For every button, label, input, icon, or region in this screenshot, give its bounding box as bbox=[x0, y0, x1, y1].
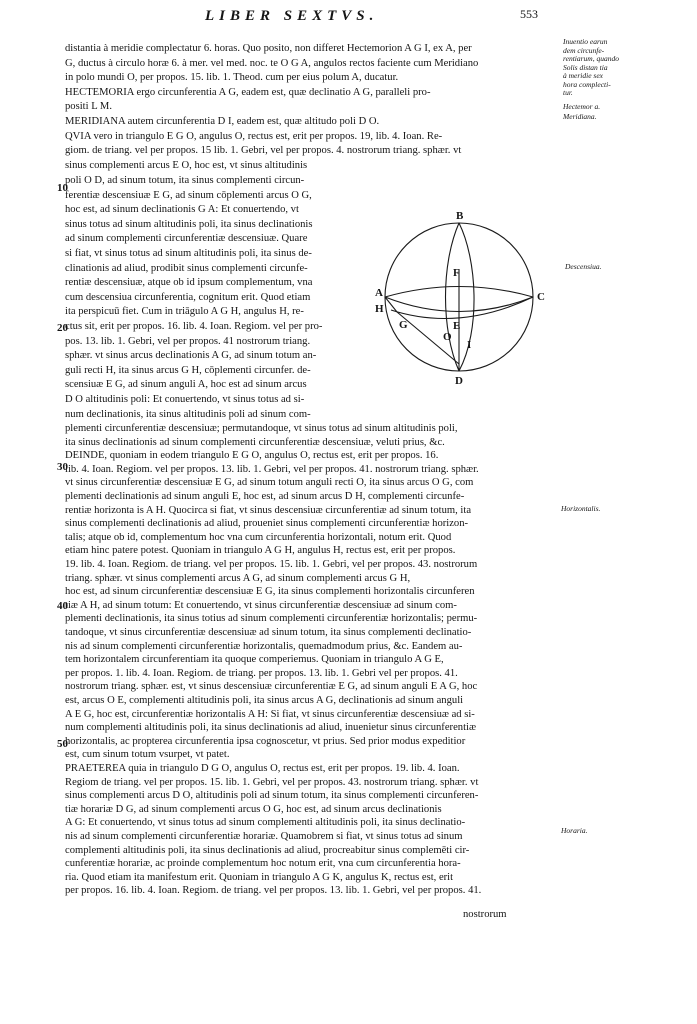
text-line: giom. de triang. vel per propos. 15 lib. 1. Gebri, vel per propos. 4. nostrorum triang. sphær. vt bbox=[65, 145, 462, 157]
margin-note-line: rentiarum, quando bbox=[563, 54, 619, 63]
margin-note-line: tur. bbox=[563, 88, 573, 97]
text-line: distantia à meridie complectatur 6. horas. Quo posito, non differet Hectemorion A G I, ex A, per bbox=[65, 43, 472, 54]
margin-note-line: hora complecti- bbox=[563, 79, 611, 89]
text-line: QVIA vero in triangulo E G O, angulus O, rectus est, erit per propos. 19, lib. 4. Ioan. Re- bbox=[65, 130, 443, 142]
label-a: A bbox=[375, 287, 383, 299]
text-line: rentiæ horizonta is A H. Quocirca si fiat, vt sinus descensiuæ circunferentiæ ad sinum totum, ita bbox=[65, 504, 472, 516]
text-line: complementi altitudinis poli, ita sinus declinationis ad aliud, procreabitur sinus complemēti cir- bbox=[65, 844, 470, 856]
text-line: vt sinus circunferentiæ descensiuæ E G, ad sinum totum anguli recti O, ita sinus arcus O G, com bbox=[65, 477, 474, 489]
text-line: nis ad sinum complementi circunferentiæ horizontalis, quemadmodum prius, &c. Eandem au- bbox=[65, 640, 463, 652]
text-line: si fiat, vt sinus totus ad sinum altitudinis poli, ita sinus de- bbox=[65, 248, 312, 259]
margin-note-line: à meridie sex bbox=[563, 71, 603, 80]
catchword: nostrorum bbox=[463, 909, 507, 920]
text-line: plementi declinationis ad sinum anguli E, hoc est, ad sinum arcus D H, complementi circunfe- bbox=[65, 491, 465, 502]
text-line: guli recti H, ita sinus arcus G H, cōplementi circunfer. de- bbox=[65, 364, 311, 376]
text-line: D O altitudinis poli: Et conuertendo, vt sinus totus ad si- bbox=[65, 394, 305, 405]
text-line: in polo mundi O, per propos. 15. lib. 1. Theod. cum per eius polum A, ducatur. bbox=[65, 72, 399, 84]
text-line: sinus totus ad sinum altitudinis poli, ita sinus declinationis bbox=[65, 218, 313, 230]
line-number-10: 10 bbox=[57, 182, 68, 194]
text-line: pos. 13. lib. 1. Gebri, vel per propos. 41 nostrorum triang. bbox=[65, 335, 311, 347]
text-line: nostrorum triang. sphær. est, vt sinus descensiuæ circunferentiæ E G, ad sinum anguli E A G, hoc bbox=[65, 681, 478, 693]
horizon-arc bbox=[391, 297, 533, 318]
margin-note-line: Solis distan tia bbox=[563, 62, 608, 72]
text-line: MERIDIANA autem circunferentia D I, eadem est, quæ altitudo poli D O. bbox=[65, 116, 380, 127]
label-b: B bbox=[456, 210, 464, 222]
text-line: ferentiæ descensiuæ E G, ad sinum cōplementi arcus O G, bbox=[65, 189, 312, 201]
text-line: hoc est, ad sinum circunferentiæ descensiuæ E G, ita sinus complementi horizontalis circunferen bbox=[65, 586, 475, 598]
text-line: positi L M. bbox=[65, 101, 112, 113]
margin-note-hectemoria: Hectemor a. bbox=[563, 102, 601, 111]
text-line: plementi circunferentiæ descensiuæ; permutandoque, vt sinus totus ad sinum altitudinis poli, bbox=[65, 423, 458, 434]
text-line: hoc est, ad sinum declinationis G A: Et conuertendo, vt bbox=[65, 204, 299, 216]
text-line: cunferentiæ horariæ, ac proinde complementum hoc notum erit, vna cum circunferentia hora- bbox=[65, 858, 461, 870]
text-line: plementi declinationis, ita sinus totius ad sinum complementi circunferentiæ horizontalis; permu- bbox=[65, 613, 478, 625]
text-line: poli O D, ad sinum totum, ita sinus complementi circun- bbox=[65, 175, 305, 186]
text-line: tem horizontalem circunferentiam ita quoque comperiemus. Quoniam in triangulo A G E, bbox=[65, 654, 444, 666]
text-line: lib. 4. Ioan. Regiom. vel per propos. 13. lib. 1. Gebri, vel per propos. 41. nostrorum triang. sphær. bbox=[65, 463, 479, 475]
text-line: PRAETEREA quia in triangulo D G O, angulus O, rectus est, erit per propos. 19. lib. 4. Ioan. bbox=[65, 763, 460, 774]
line-number-20: 20 bbox=[57, 322, 68, 334]
text-line: HECTEMORIA ergo circunferentia A G, eadem est, quæ declinatio A G, paralleli pro- bbox=[65, 86, 431, 98]
margin-note-meridiana: Meridiana. bbox=[563, 112, 597, 121]
text-line: etiam hinc patere potest. Quoniam in triangulo A G H, angulus H, rectus est, erit per propos. bbox=[65, 545, 456, 557]
text-line: num declinationis, ita sinus altitudinis poli ad sinum com- bbox=[65, 408, 311, 420]
text-line: nis ad sinum complementi circunferentiæ horariæ. Quamobrem si fiat, vt sinus totus ad sinum bbox=[65, 831, 463, 842]
text-line: ctus sit, erit per propos. 16. lib. 4. Ioan. Regiom. vel per pro- bbox=[65, 321, 323, 332]
text-line: sphær. vt sinus arcus declinationis A G, ad sinum totum an- bbox=[65, 350, 317, 362]
line-number-30: 30 bbox=[57, 461, 68, 473]
label-g: G bbox=[399, 319, 408, 331]
label-h: H bbox=[375, 303, 384, 315]
text-line: talis; atque ob id, complementum hoc vna cum circunferentia horizontali, notum erit. Quod bbox=[65, 531, 452, 543]
margin-note-line: Inuentio earun bbox=[563, 37, 608, 46]
margin-note-horizontalis: Horizontalis. bbox=[561, 504, 601, 513]
text-line: ad sinum complementi circunferentiæ descensiuæ. Quare bbox=[65, 233, 308, 245]
meridian-arc-left bbox=[446, 223, 460, 371]
text-line: sinus complementi arcus D O, altitudinis poli ad sinum totum, ita sinus complementi circunferen- bbox=[65, 790, 479, 802]
text-line: A E G, hoc est, circunferentiæ horizontalis A H: Si fiat, vt sinus circunferentiæ descensiuæ ad si- bbox=[65, 708, 475, 720]
label-e: E bbox=[453, 320, 461, 332]
text-line: tandoque, vt sinus circunferentiæ descensiuæ ad sinum totum, ita sinus complementi declinatio- bbox=[65, 627, 472, 638]
text-line: ria. Quod etiam ita manifestum erit. Quoniam in triangulo A G K, angulus K, rectus est, erit bbox=[65, 871, 454, 883]
label-f: F bbox=[453, 267, 460, 279]
text-line: sinus complementi declinationis ad aliud, proueniet sinus complementi circunferentiæ horizon- bbox=[65, 518, 469, 530]
text-line: est, arcus O E, complementi altitudinis poli, ita sinus arcus A G, declinationis ad sinum anguli bbox=[65, 695, 464, 706]
text-line: per propos. 16. lib. 4. Ioan. Regiom. de triang. vel per propos. 13. lib. 1. Gebri, vel per propos. 41. bbox=[65, 885, 482, 897]
running-header: LIBER SEXTVS. bbox=[205, 8, 379, 24]
text-line: per propos. 1. lib. 4. Ioan. Regiom. de triang. per propos. 13. lib. 1. Gebri vel per propos. 41. bbox=[65, 667, 458, 679]
text-line: sinus complementi arcus E O, hoc est, vt sinus altitudinis bbox=[65, 159, 308, 171]
label-d: D bbox=[455, 375, 463, 387]
text-line: 19. lib. 4. Ioan. Regiom. de triang. vel per propos. 15. lib. 1. Gebri, vel per propos. 43. nostrorum bbox=[65, 559, 478, 570]
text-line: scensiuæ E G, ad sinum anguli A, hoc est ad sinum arcus bbox=[65, 379, 307, 391]
sphere-diagram bbox=[373, 204, 563, 390]
text-line: DEINDE, quoniam in eodem triangulo E G O, angulus O, rectus est, erit per propos. 16. bbox=[65, 450, 439, 462]
text-line: clinationis ad aliud, prodibit sinus complementi circunfe- bbox=[65, 262, 308, 274]
label-c: C bbox=[537, 291, 545, 303]
text-line: cum descensiua circunferentia, cognitum erit. Quod etiam bbox=[65, 291, 311, 303]
text-line: tiæ horariæ D G, ad sinum complementi arcus O G, hoc est, ad sinum arcus declinationis bbox=[65, 803, 442, 815]
page-number: 553 bbox=[520, 7, 538, 21]
margin-note-line: dem circunfe- bbox=[563, 45, 605, 55]
text-line: horizontalis, ac propterea circunferentia ipsa cognoscetur, vt prius. Sed prior modus expeditior bbox=[65, 735, 466, 747]
label-i: I bbox=[467, 339, 472, 351]
margin-note-horaria: Horaria. bbox=[561, 826, 588, 835]
text-line: Regiom de triang. vel per propos. 15. lib. 1. Gebri, vel per propos. 43. nostrorum triang. sphær. vt bbox=[65, 776, 479, 788]
text-line: A G: Et conuertendo, vt sinus totus ad sinum complementi altitudinis poli, ita sinus declinatio- bbox=[65, 817, 466, 829]
text-line: ita sinus declinationis ad sinum complementi circunferentiæ descensiuæ, veluti prius, &c. bbox=[65, 436, 445, 448]
margin-note-inventio bbox=[563, 38, 633, 98]
text-line: G, ductus à circulo horæ 6. à mer. vel med. noc. te O G A, angulos rectos faciente cum Meridiano bbox=[65, 57, 479, 69]
line-number-40: 40 bbox=[57, 600, 68, 612]
text-line: rentiæ descensiuæ, atque ob id ipsum complementum, vna bbox=[65, 277, 313, 289]
line-number-50: 50 bbox=[57, 738, 68, 750]
text-line: est, cum sinum totum vsurpet, vt patet. bbox=[65, 749, 230, 761]
text-line: num complementi altitudinis poli, ita sinus declinationis ad aliud, inuenietur sinus circunferentiæ bbox=[65, 722, 477, 734]
text-line: ita perspicuū fiet. Cum in triāgulo A G H, angulus H, re- bbox=[65, 306, 304, 318]
margin-note-descensiua: Descensiua. bbox=[565, 262, 602, 271]
text-line: tiæ A H, ad sinum totum: Et conuertendo, vt sinus circunferentiæ descensiuæ ad sinum com- bbox=[65, 599, 457, 611]
label-o: O bbox=[443, 331, 452, 343]
text-line: triang. sphær. vt sinus complementi arcus A G, ad sinum complementi arcus G H, bbox=[65, 572, 411, 584]
